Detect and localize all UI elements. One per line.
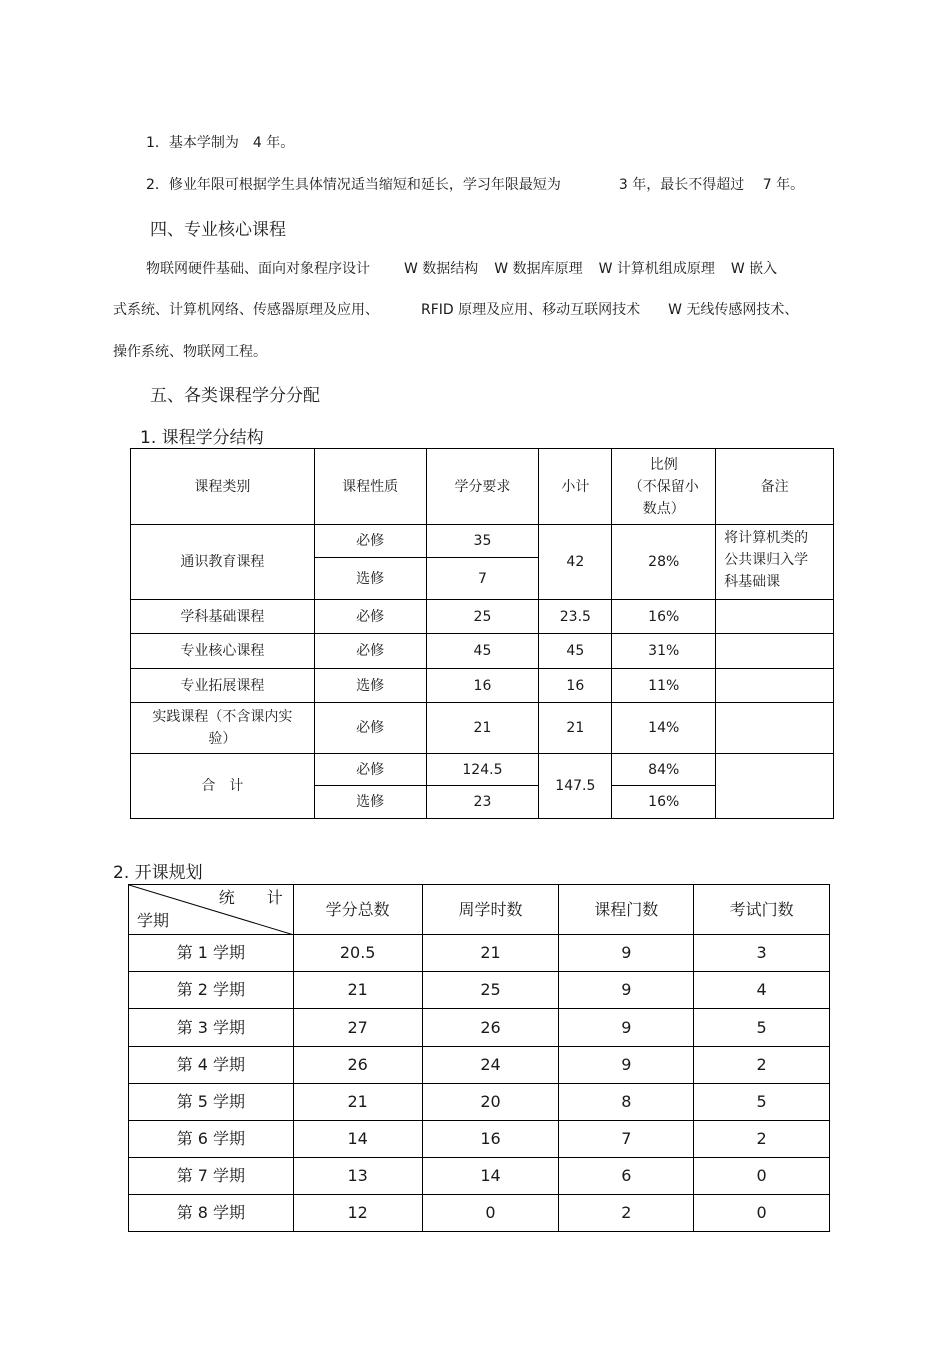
general-name: 通识教育课程 <box>131 525 315 600</box>
credits-cell: 21 <box>293 1084 422 1121</box>
row-nature: 必修 <box>314 634 426 669</box>
practice-ratio: 14% <box>612 703 716 754</box>
term-cell: 第 4 学期 <box>129 1047 294 1084</box>
row-subtotal: 16 <box>539 669 612 703</box>
practice-credit: 21 <box>426 703 539 754</box>
section-4-heading: 四、专业核心课程 <box>150 220 286 240</box>
table-row <box>131 525 834 558</box>
courses-cell: 6 <box>559 1158 694 1195</box>
course-plan-heading: 2. 开课规划 <box>113 863 203 883</box>
header-credits: 学分总数 <box>293 885 422 935</box>
table-header-row <box>131 449 834 525</box>
table-row <box>129 1084 830 1121</box>
exams-cell: 5 <box>694 1084 830 1121</box>
row-name: 专业拓展课程 <box>131 669 315 703</box>
header-nature: 课程性质 <box>314 449 426 525</box>
hours-cell: 26 <box>422 1009 559 1047</box>
term-cell: 第 3 学期 <box>129 1009 294 1047</box>
row-subtotal: 45 <box>539 634 612 669</box>
courses-cell: 8 <box>559 1084 694 1121</box>
term-cell: 第 1 学期 <box>129 935 294 972</box>
credits-cell: 20.5 <box>293 935 422 972</box>
term-cell: 第 5 学期 <box>129 1084 294 1121</box>
core-courses-line-1 <box>146 258 777 278</box>
courses-cell: 9 <box>559 1047 694 1084</box>
hours-cell: 16 <box>422 1121 559 1158</box>
table-row <box>129 1047 830 1084</box>
hours-cell: 20 <box>422 1084 559 1121</box>
exams-cell: 2 <box>694 1047 830 1084</box>
table-row <box>129 935 830 972</box>
header-ratio-l1: 比例 <box>649 456 678 473</box>
exams-cell: 4 <box>694 972 830 1009</box>
corner-cell <box>129 885 294 935</box>
practice-name-l1: 实践课程（不含课内实 <box>152 709 293 725</box>
general-note-l1: 将计算机类的 <box>724 530 809 546</box>
header-note: 备注 <box>716 449 834 525</box>
practice-name <box>131 703 315 754</box>
core-courses-line-3: 操作系统、物联网工程。 <box>113 344 267 360</box>
header-ratio-l2: （不保留小 <box>628 478 699 495</box>
hours-cell: 25 <box>422 972 559 1009</box>
credits-cell: 14 <box>293 1121 422 1158</box>
total-req-label: 必修 <box>314 754 426 786</box>
courses-cell: 9 <box>559 972 694 1009</box>
general-note-l3: 科基础课 <box>724 574 781 590</box>
row-note <box>716 669 834 703</box>
credits-cell: 13 <box>293 1158 422 1195</box>
courses-cell: 2 <box>559 1195 694 1232</box>
table-row <box>129 1009 830 1047</box>
corner-label-bottom: 学期 <box>137 911 170 930</box>
section-5-heading: 五、各类课程学分分配 <box>150 386 320 406</box>
general-ratio: 28% <box>612 525 716 600</box>
row-ratio: 16% <box>612 600 716 634</box>
credit-structure-table <box>130 448 834 819</box>
credits-cell: 12 <box>293 1195 422 1232</box>
general-req-credit: 35 <box>426 525 539 558</box>
table-row <box>131 703 834 754</box>
credits-cell: 27 <box>293 1009 422 1047</box>
row-note <box>716 600 834 634</box>
course-plan-table <box>128 884 830 1232</box>
row-nature: 必修 <box>314 600 426 634</box>
core-text-2b: RFID 原理及应用、移动互联网技术 <box>421 302 641 318</box>
row-ratio: 11% <box>612 669 716 703</box>
exams-cell: 2 <box>694 1121 830 1158</box>
schooling-years-line: 1．基本学制为 4 年。 <box>146 135 295 151</box>
row-note <box>716 634 834 669</box>
table-row <box>129 1158 830 1195</box>
practice-nature: 必修 <box>314 703 426 754</box>
hours-cell: 21 <box>422 935 559 972</box>
credits-cell: 21 <box>293 972 422 1009</box>
header-subtotal: 小计 <box>539 449 612 525</box>
core-text-1a: 物联网硬件基础、面向对象程序设计 <box>146 261 370 277</box>
courses-cell: 9 <box>559 1009 694 1047</box>
general-note <box>716 525 834 600</box>
row-nature: 选修 <box>314 669 426 703</box>
table-row <box>129 1121 830 1158</box>
term-cell: 第 6 学期 <box>129 1121 294 1158</box>
exams-cell: 3 <box>694 935 830 972</box>
table-row <box>131 634 834 669</box>
header-ratio-l3: 数点） <box>642 500 685 517</box>
row-credit: 25 <box>426 600 539 634</box>
general-elec-label: 选修 <box>314 558 426 600</box>
header-credit: 学分要求 <box>426 449 539 525</box>
hours-cell: 0 <box>422 1195 559 1232</box>
row-ratio: 31% <box>612 634 716 669</box>
courses-cell: 7 <box>559 1121 694 1158</box>
general-note-l2: 公共课归入学 <box>724 552 809 568</box>
core-text-1c: W 数据库原理 <box>494 261 583 277</box>
study-years-text-a: 2．修业年限可根据学生具体情况适当缩短和延长，学习年限最短为 <box>146 177 561 193</box>
core-courses-line-2 <box>113 299 798 319</box>
exams-cell: 0 <box>694 1195 830 1232</box>
core-text-2a: 式系统、计算机网络、传感器原理及应用、 <box>113 302 379 318</box>
table-row <box>131 669 834 703</box>
header-exams: 考试门数 <box>694 885 830 935</box>
exams-cell: 5 <box>694 1009 830 1047</box>
general-req-label: 必修 <box>314 525 426 558</box>
study-years-line <box>146 174 804 194</box>
general-elec-credit: 7 <box>426 558 539 600</box>
row-credit: 16 <box>426 669 539 703</box>
practice-name-l2: 验） <box>208 731 237 747</box>
general-subtotal: 42 <box>539 525 612 600</box>
row-credit: 45 <box>426 634 539 669</box>
practice-subtotal: 21 <box>539 703 612 754</box>
term-cell: 第 2 学期 <box>129 972 294 1009</box>
courses-cell: 9 <box>559 935 694 972</box>
total-req-ratio: 84% <box>612 754 716 786</box>
total-elec-credit: 23 <box>426 786 539 819</box>
total-elec-label: 选修 <box>314 786 426 819</box>
study-years-text-b: 3 年，最长不得超过 7 年。 <box>618 177 805 193</box>
hours-cell: 14 <box>422 1158 559 1195</box>
table-row <box>129 1195 830 1232</box>
hours-cell: 24 <box>422 1047 559 1084</box>
total-elec-ratio: 16% <box>612 786 716 819</box>
table-row <box>131 600 834 634</box>
row-name: 学科基础课程 <box>131 600 315 634</box>
header-hours: 周学时数 <box>422 885 559 935</box>
credit-structure-heading: 1. 课程学分结构 <box>140 428 264 448</box>
table-row <box>129 972 830 1009</box>
total-subtotal: 147.5 <box>539 754 612 819</box>
row-subtotal: 23.5 <box>539 600 612 634</box>
header-category: 课程类别 <box>131 449 315 525</box>
exams-cell: 0 <box>694 1158 830 1195</box>
header-ratio <box>612 449 716 525</box>
term-cell: 第 7 学期 <box>129 1158 294 1195</box>
total-note <box>716 754 834 819</box>
table-row <box>131 754 834 786</box>
core-text-2c: W 无线传感网技术、 <box>668 302 799 318</box>
core-text-1b: W 数据结构 <box>404 261 479 277</box>
table-header-row <box>129 885 830 935</box>
term-cell: 第 8 学期 <box>129 1195 294 1232</box>
practice-note <box>716 703 834 754</box>
row-name: 专业核心课程 <box>131 634 315 669</box>
corner-label-top: 统 计 <box>218 888 283 907</box>
total-name: 合 计 <box>131 754 315 819</box>
total-req-credit: 124.5 <box>426 754 539 786</box>
header-courses: 课程门数 <box>559 885 694 935</box>
core-text-1e: W 嵌入 <box>730 261 778 277</box>
core-text-1d: W 计算机组成原理 <box>598 261 715 277</box>
credits-cell: 26 <box>293 1047 422 1084</box>
